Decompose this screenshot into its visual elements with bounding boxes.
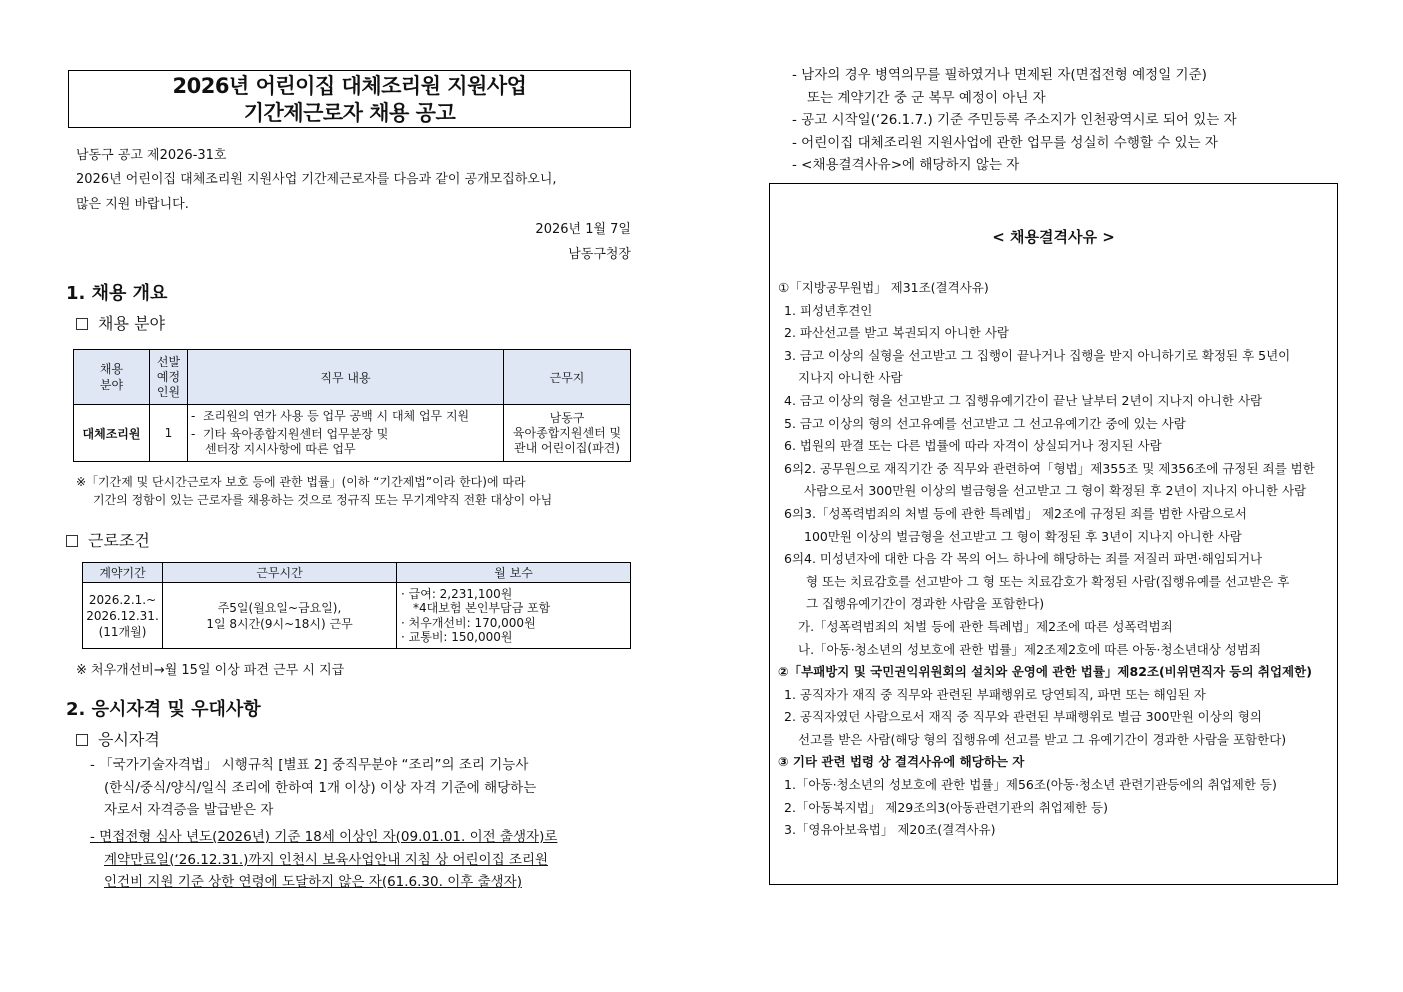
- th-pay: 월 보수: [397, 563, 631, 583]
- disq-line: ①「지방공무원법」 제31조(결격사유): [778, 280, 989, 295]
- th-field: 채용 분야: [74, 350, 150, 405]
- intro-body-line2: 많은 지원 바랍니다.: [76, 197, 189, 212]
- right-list-item: - 공고 시작일(‘26.1.7.) 기준 주민등록 주소지가 인천광역시로 되어 있는 자: [792, 112, 1237, 128]
- cell-period: 2026.2.1.~ 2026.12.31. (11개월): [83, 583, 163, 649]
- disq-line: 1. 공직자가 재직 중 직무와 관련된 부패행위로 당연퇴직, 파면 또는 해임된 자: [784, 686, 1206, 702]
- disq-title: < 채용결격사유 >: [992, 228, 1115, 246]
- issuer: 남동구청장: [568, 247, 631, 262]
- disq-line: ②「부패방지 및 국민권익위원회의 설치와 운영에 관한 법률」제82조(비위면직자 등의 취업제한): [778, 664, 1312, 680]
- notice-date: 2026년 1월 7일: [535, 222, 631, 237]
- disq-line: 3.「영유아보육법」 제20조(결격사유): [784, 822, 996, 838]
- right-list-item: - 어린이집 대체조리원 지원사업에 관한 업무를 성실히 수행할 수 있는 자: [792, 134, 1218, 151]
- conditions-table: [82, 562, 631, 649]
- right-list-item: - <채용결격사유>에 해당하지 않는 자: [792, 157, 1020, 173]
- disq-line: 6의4. 미성년자에 대한 다음 각 목의 어느 하나에 해당하는 죄를 저질러 파면·해임되거나: [784, 551, 1263, 567]
- checkbox-square-icon: [76, 318, 88, 330]
- disq-line: 3. 금고 이상의 실형을 선고받고 그 집행이 끝나거나 집행을 받지 아니하기로 확정된 후 5년이: [784, 347, 1291, 363]
- cell-count: 1: [150, 405, 188, 462]
- th-duties: 직무 내용: [188, 350, 504, 405]
- cell-pay: · 급여: 2,231,100원 *4대보험 본인부담금 포함 · 처우개선비: 170,000원 · 교통비: 150,000원: [397, 583, 631, 649]
- section1-sub2: [66, 528, 150, 551]
- notice-number: 남동구 공고 제2026-31호: [76, 148, 227, 163]
- section1-sub1: [76, 311, 165, 334]
- page-title-line1: 2026년 어린이집 대체조리원 지원사업: [172, 74, 527, 98]
- cell-field: 대체조리원: [74, 405, 150, 462]
- page-title-line2: 기간제근로자 채용 공고: [243, 101, 456, 125]
- sub1-label: 채용 분야: [98, 314, 165, 333]
- right-list-item: - 남자의 경우 병역의무를 필하였거나 면제된 자(면접전형 예정일 기준): [792, 67, 1207, 83]
- disq-line: 5. 금고 이상의 형의 선고유예를 선고받고 그 선고유예기간 중에 있는 사람: [784, 415, 1186, 431]
- qualification-item-1: - 「국가기술자격법」 시행규칙 [별표 2] 중직무분야 “조리”의 조리 기능사 (한식/중식/양식/일식 조리에 한하여 1개 이상) 이상 자격 기준에 해당하는 자로서 자격증을 발급받은 자: [90, 757, 537, 818]
- checkbox-square-icon: [66, 535, 78, 547]
- sub2-label: 근로조건: [88, 531, 150, 550]
- recruit-table: [73, 349, 631, 462]
- disq-line: 1.「아동·청소년의 성보호에 관한 법률」제56조(아동·청소년 관련기관등에의 취업제한 등): [784, 777, 1277, 793]
- disq-line: 그 집행유예기간이 경과한 사람을 포함한다): [806, 596, 1045, 612]
- disq-line: 6. 법원의 판결 또는 다른 법률에 따라 자격이 상실되거나 정지된 사람: [784, 438, 1162, 454]
- disq-line: 지나지 아니한 사람: [798, 370, 903, 386]
- cell-duties: - 조리원의 연가 사용 등 업무 공백 시 대체 업무 지원 - 기타 육아종합지원센터 업무분장 및 센터장 지시사항에 따른 업무: [188, 405, 504, 462]
- intro-body-line1: 2026년 어린이집 대체조리원 지원사업 기간제근로자를 다음과 같이 공개모집하오니,: [76, 172, 557, 187]
- section1-heading: 1. 채용 개요: [66, 283, 168, 304]
- note1: ※「기간제 및 단시간근로자 보호 등에 관한 법률」(이하 “기간제법”이라 한다)에 따라 기간의 정함이 있는 근로자를 채용하는 것으로 정규직 또는 무기계약직 전환 대상이 아님: [76, 475, 553, 507]
- cell-hours: 주5일(월요일~금요일), 1일 8시간(9시~18시) 근무: [163, 583, 397, 649]
- th-place: 근무지: [504, 350, 631, 405]
- section2-sub1-label: 응시자격: [98, 730, 160, 749]
- title-box: [68, 70, 631, 128]
- section2-heading: 2. 응시자격 및 우대사항: [66, 699, 261, 720]
- disq-line: 100만원 이상의 벌금형을 선고받고 그 형이 확정된 후 3년이 지나지 아니한 사람: [804, 528, 1242, 544]
- disq-line: 선고를 받은 사람(해당 형의 집행유예 선고를 받고 그 유예기간이 경과한 사람을 포함한다): [798, 731, 1287, 747]
- disq-line: 1. 피성년후견인: [784, 302, 873, 318]
- section2-sub1: [76, 727, 160, 750]
- th-count: 선발 예정 인원: [150, 350, 188, 405]
- disq-line: 2. 공직자였던 사람으로서 재직 중 직무와 관련된 부패행위로 벌금 300만원 이상의 형의: [784, 709, 1262, 725]
- disq-line: 2.「아동복지법」 제29조의3(아동관련기관의 취업제한 등): [784, 799, 1108, 815]
- th-period: 계약기간: [83, 563, 163, 583]
- disq-line: 형 또는 치료감호를 선고받아 그 형 또는 치료감호가 확정된 사람(집행유예를 선고받은 후: [806, 573, 1290, 589]
- right-list-item: 또는 계약기간 중 군 복무 예정이 아닌 자: [807, 89, 1046, 106]
- disq-line: 2. 파산선고를 받고 복권되지 아니한 사람: [784, 325, 1009, 341]
- disq-line: 나.「아동·청소년의 성보호에 관한 법률」제2조제2호에 따른 아동·청소년대상 성범죄: [798, 641, 1262, 657]
- qualification-item-2: - 면접전형 심사 년도(2026년) 기준 18세 이상인 자(09.01.01. 이전 출생자)로 계약만료일(‘26.12.31.)까지 인천시 보육사업안내 지침 상 어린이집 조리원 인건비 지원 기준 상한 연령에 도달하지 않은 자(61.6.30. 이후 출생자): [90, 829, 558, 890]
- disq-line: 4. 금고 이상의 형을 선고받고 그 집행유예기간이 끝난 날부터 2년이 지나지 아니한 사람: [784, 392, 1263, 408]
- right-list: [792, 64, 1237, 177]
- checkbox-square-icon: [76, 734, 88, 746]
- disq-line: 사람으로서 300만원 이상의 벌금형을 선고받고 그 형이 확정된 후 2년이 지나지 아니한 사람: [804, 483, 1307, 499]
- disq-line: 가.「성폭력범죄의 처벌 등에 관한 특례법」제2조에 따른 성폭력범죄: [798, 618, 1173, 634]
- disq-line: 6의2. 공무원으로 재직기간 중 직무와 관련하여「형법」제355조 및 제356조에 규정된 죄를 범한: [784, 460, 1315, 476]
- disqualification-box: [769, 183, 1338, 885]
- disq-line: ③ 기타 관련 법령 상 결격사유에 해당하는 자: [778, 754, 1025, 770]
- disq-line: 6의3.「성폭력범죄의 처벌 등에 관한 특례법」 제2조에 규정된 죄를 범한 사람으로서: [784, 505, 1247, 521]
- cell-place: 남동구 육아종합지원센터 및 관내 어린이집(파견): [504, 405, 631, 462]
- th-hours: 근무시간: [163, 563, 397, 583]
- note2: ※ 처우개선비→월 15일 이상 파견 근무 시 지급: [76, 663, 345, 678]
- disq-lines: [778, 277, 1315, 842]
